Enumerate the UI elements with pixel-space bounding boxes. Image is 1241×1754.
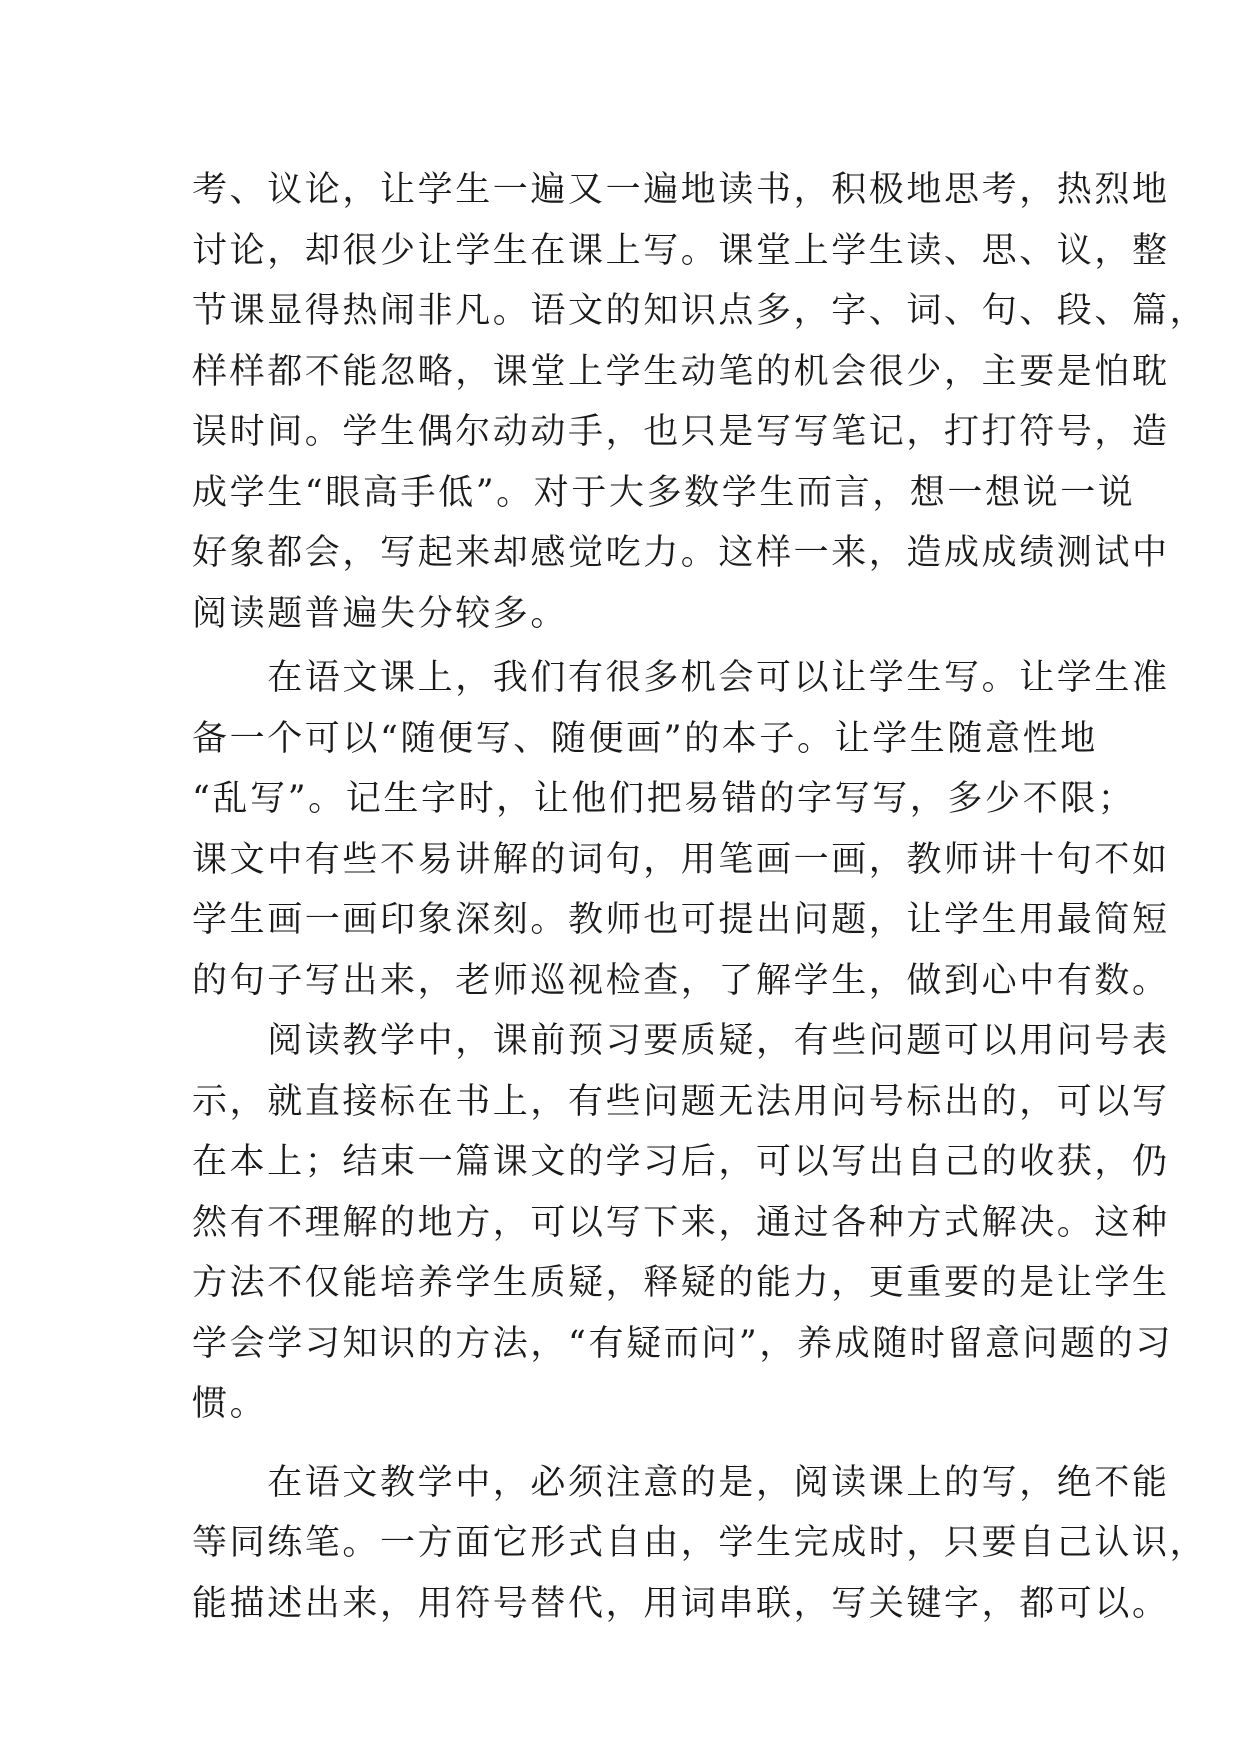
paragraph-4 [192, 1453, 1208, 1635]
text-line: 然有不理解的地方，可以写下来，通过各种方式解决。这种 [192, 1202, 1170, 1243]
text-line: 课文中有些不易讲解的词句，用笔画一画，教师讲十句不如 [192, 839, 1170, 880]
text-line: 学会学习知识的方法，“有疑而问”，养成随时留意问题的习 [192, 1323, 1173, 1364]
text-line: 示，就直接标在书上，有些问题无法用问号标出的，可以写 [192, 1081, 1170, 1122]
text-line: 等同练笔。一方面它形式自由，学生完成时，只要自己认识， [192, 1523, 1208, 1563]
paragraph-3 [192, 1011, 1173, 1435]
text-line: 考、议论，让学生一遍又一遍地读书，积极地思考，热烈地 [192, 170, 1170, 210]
text-line: 阅读教学中，课前预习要质疑，有些问题可以用问号表 [192, 1021, 1170, 1061]
text-line: 学生画一画印象深刻。教师也可提出问题，让学生用最简短 [192, 900, 1170, 940]
text-line: 在语文课上，我们有很多机会可以让学生写。让学生准 [192, 658, 1170, 698]
text-line: 能描述出来，用符号替代，用词串联，写关键字，都可以。 [192, 1583, 1170, 1624]
text-line: 好象都会，写起来却感觉吃力。这样一来，造成成绩测试中 [192, 533, 1170, 573]
paragraph-2 [192, 648, 1170, 1011]
paragraph-1 [192, 160, 1208, 644]
text-line: 的句子写出来，老师巡视检查，了解学生，做到心中有数。 [192, 960, 1170, 1001]
text-line: 节课显得热闹非凡。语文的知识点多，字、词、句、段、篇， [192, 291, 1208, 331]
text-line: 方法不仅能培养学生质疑，释疑的能力，更重要的是让学生 [192, 1263, 1170, 1303]
text-line: 阅读题普遍失分较多。 [192, 593, 569, 634]
text-line: 惯。 [192, 1384, 268, 1424]
text-line: 在语文教学中，必须注意的是，阅读课上的写，绝不能 [192, 1462, 1170, 1503]
text-line: “乱写”。记生字时，让他们把易错的字写写，多少不限； [192, 779, 1136, 819]
body-text [192, 160, 1208, 1634]
text-line: 备一个可以“随便写、随便画”的本子。让学生随意性地 [192, 718, 1098, 759]
text-line: 成学生“眼高手低”。对于大多数学生而言，想一想说一说 [192, 472, 1136, 513]
text-line: 讨论，却很少让学生在课上写。课堂上学生读、思、议，整 [192, 230, 1170, 271]
text-line: 在本上；结束一篇课文的学习后，可以写出自己的收获，仍 [192, 1142, 1170, 1182]
text-line: 样样都不能忽略，课堂上学生动笔的机会很少，主要是怕耽 [192, 351, 1170, 392]
text-line: 误时间。学生偶尔动动手，也只是写写笔记，打打符号，造 [192, 412, 1170, 452]
